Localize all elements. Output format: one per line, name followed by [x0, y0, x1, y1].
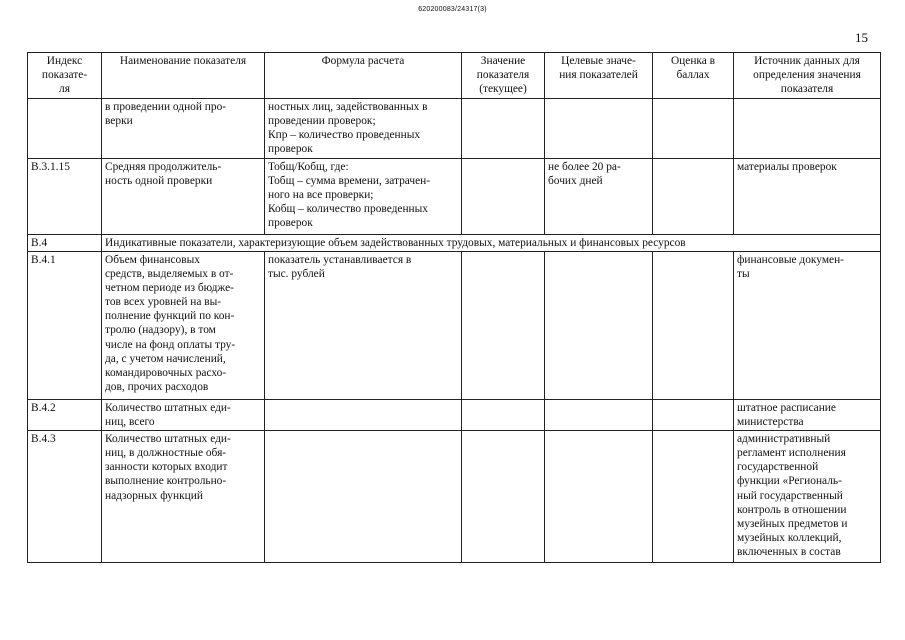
cell-line: Индекс: [46, 55, 83, 67]
cell-line: ты: [737, 267, 750, 280]
cell-current-value: [462, 399, 545, 430]
cell-line: занности которых входит: [105, 461, 228, 474]
cell-line: ниц, в должностные обя-: [105, 447, 227, 460]
header-name: [102, 53, 265, 99]
cell-line: ля: [59, 83, 70, 96]
cell-line: Источник данных для: [754, 55, 860, 67]
document-id: 620200083/24317(3): [418, 6, 487, 13]
cell-line: тов всех уровней на вы-: [105, 296, 222, 309]
cell-line: проверок: [268, 217, 313, 230]
cell-line: командировочных расхо-: [105, 366, 227, 379]
cell-index: В.4.3: [28, 430, 102, 562]
cell-line: проверок: [268, 143, 313, 156]
cell-line: министерства: [737, 415, 804, 428]
cell-index: В.4.1: [28, 251, 102, 399]
table-row: [28, 158, 881, 234]
cell-formula: [265, 251, 462, 399]
cell-line: регламент исполнения: [737, 447, 846, 460]
cell-line: государственной: [737, 461, 819, 474]
cell-target-value: [545, 99, 653, 159]
table-row: [28, 99, 881, 159]
cell-section-title: [102, 234, 881, 251]
cell-line: Целевые значе-: [561, 55, 636, 67]
cell-target-value: [545, 158, 653, 234]
cell-line: ного на все проверки;: [268, 188, 374, 201]
cell-line: средств, выделяемых в от-: [105, 267, 234, 280]
cell-line: не более 20 ра-: [548, 160, 621, 173]
cell-line: проведении проверок;: [268, 115, 376, 128]
cell-line: Формула расчета: [321, 55, 405, 67]
cell-current-value: [462, 99, 545, 159]
cell-line: музейных коллекций,: [737, 531, 842, 544]
cell-score: [653, 99, 734, 159]
cell-line: дов, прочих расходов: [105, 380, 209, 393]
header-index: [28, 53, 102, 99]
table-row: [28, 251, 881, 399]
cell-line: музейных предметов и: [737, 517, 848, 530]
cell-line: показателя: [476, 69, 530, 82]
cell-line: тролю (надзору), в том: [105, 324, 216, 337]
cell-line: Кпр – количество проведенных: [268, 129, 421, 142]
cell-score: [653, 251, 734, 399]
cell-line: Значение: [480, 55, 526, 67]
cell-line: штатное расписание: [737, 401, 836, 414]
cell-data-source: [734, 158, 881, 234]
cell-target-value: [545, 430, 653, 562]
cell-line: тыс. рублей: [268, 267, 325, 280]
cell-target-value: [545, 399, 653, 430]
table-header-row: [28, 53, 881, 99]
cell-line: в проведении одной про-: [105, 101, 227, 113]
cell-data-source: [734, 430, 881, 562]
cell-line: материалы проверок: [737, 160, 837, 173]
header-formula: [265, 53, 462, 99]
cell-index: В.4: [28, 234, 102, 251]
table-row: [28, 234, 881, 251]
header-target-values: [545, 53, 653, 99]
cell-formula: [265, 430, 462, 562]
section-title-text: Индикативные показатели, характеризующие объем задействованных трудовых, материальных и финансовых ресурсов: [105, 236, 686, 249]
page-number: 15: [855, 30, 868, 45]
cell-line: да, с учетом начислений,: [105, 352, 226, 365]
cell-index: В.3.1.15: [28, 158, 102, 234]
cell-score: [653, 430, 734, 562]
header-score: [653, 53, 734, 99]
cell-formula: [265, 99, 462, 159]
table-row: [28, 399, 881, 430]
indicators-table: [27, 52, 881, 563]
cell-line: Количество штатных еди-: [105, 432, 231, 445]
cell-name: [102, 158, 265, 234]
cell-line: выполнение контрольно-: [105, 475, 227, 488]
cell-line: определения значения: [753, 69, 861, 82]
cell-line: административный: [737, 432, 831, 445]
cell-line: ность одной проверки: [105, 174, 213, 187]
header-current-value: [462, 53, 545, 99]
cell-line: полнение функций по кон-: [105, 310, 235, 323]
cell-line: Объем финансовых: [105, 253, 200, 266]
cell-formula: [265, 399, 462, 430]
cell-name: [102, 430, 265, 562]
cell-line: ностных лиц, задействованных в: [268, 101, 428, 113]
cell-score: [653, 158, 734, 234]
cell-line: ный государственный: [737, 489, 843, 502]
cell-line: показатель устанавливается в: [268, 253, 412, 266]
cell-name: [102, 99, 265, 159]
cell-data-source: [734, 399, 881, 430]
cell-line: ниц, всего: [105, 415, 155, 428]
cell-line: бочих дней: [548, 174, 603, 187]
cell-line: четном периоде из бюдже-: [105, 281, 234, 294]
cell-line: Оценка в: [670, 55, 716, 67]
header-data-source: [734, 53, 881, 99]
cell-line: (текущее): [479, 83, 527, 96]
cell-line: контроль в отношении: [737, 503, 847, 516]
cell-line: показате-: [41, 69, 88, 82]
cell-line: показателя: [780, 83, 834, 96]
cell-current-value: [462, 430, 545, 562]
cell-formula: [265, 158, 462, 234]
cell-line: Кобщ – количество проведенных: [268, 202, 429, 215]
table-row: [28, 430, 881, 562]
cell-line: Количество штатных еди-: [105, 401, 231, 414]
cell-index: [28, 99, 102, 159]
cell-line: функции «Региональ-: [737, 475, 842, 488]
cell-current-value: [462, 158, 545, 234]
cell-line: Тобщ/Кобщ, где:: [268, 160, 349, 173]
cell-name: [102, 399, 265, 430]
cell-score: [653, 399, 734, 430]
cell-line: ния показателей: [559, 69, 638, 82]
cell-line: верки: [105, 115, 133, 128]
cell-data-source: [734, 99, 881, 159]
cell-line: баллах: [676, 69, 710, 82]
cell-data-source: [734, 251, 881, 399]
cell-index: В.4.2: [28, 399, 102, 430]
cell-line: финансовые докумен-: [737, 253, 844, 266]
cell-line: включенных в состав: [737, 546, 841, 559]
cell-current-value: [462, 251, 545, 399]
cell-line: Тобщ – сумма времени, затрачен-: [268, 174, 431, 187]
cell-line: Наименование показателя: [119, 55, 247, 67]
cell-target-value: [545, 251, 653, 399]
cell-line: числе на фонд оплаты тру-: [105, 338, 236, 351]
cell-name: [102, 251, 265, 399]
cell-line: Средняя продолжитель-: [105, 160, 222, 173]
cell-line: надзорных функций: [105, 489, 203, 502]
